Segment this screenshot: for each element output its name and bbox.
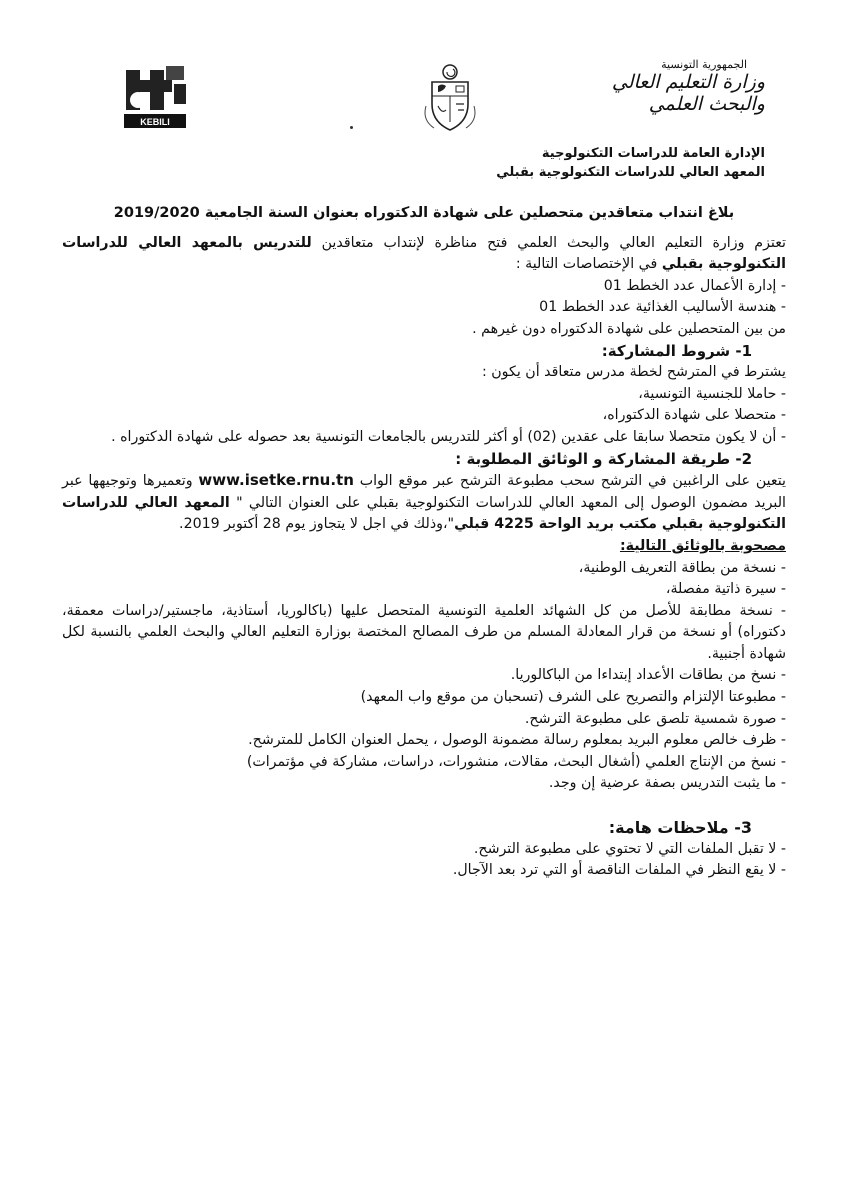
department-heading [496, 144, 765, 182]
document-item: - سيرة ذاتية مفصلة، [665, 581, 786, 598]
postal-address: المعهد العالي للدراسات التكنولوجية بقبلي مكتب بريد الواحة 4225 قبلي [62, 494, 786, 533]
ministry-heading [612, 58, 765, 115]
intro-text-2: في الإختصاصات التالية : [515, 256, 662, 273]
specialty-item: - هندسة الأساليب الغذائية عدد الخطط 01 [539, 299, 786, 316]
intro-institute: للتدريس بالمعهد العالي للدراسات التكنولوجية بقبلي [62, 234, 786, 273]
section-3-heading: 3- ملاحظات هامة: [608, 818, 752, 838]
dept-line-2: المعهد العالي للدراسات التكنولوجية بقبلي [496, 165, 765, 180]
document-item: - نسخ من الإنتاج العلمي (أشغال البحث، مقالات، منشورات، دراسات، مشاركة في مؤتمرات) [246, 753, 786, 770]
application-text-3: "،وذلك في اجل لا يتجاوز يوم 28 أكتوبر 2019. [179, 516, 455, 533]
intro-paragraph [62, 233, 786, 276]
announcement-title: بلاغ انتداب متعاقدين متحصلين على شهادة الدكتوراه بعنوان السنة الجامعية 2019/2020 [113, 205, 735, 221]
document-item: - صورة شمسية تلصق على مطبوعة الترشح. [524, 710, 786, 727]
website-link[interactable]: www.isetke.rnu.tn [198, 471, 354, 490]
ministry-line-1: وزارة التعليم العالي [611, 71, 765, 93]
section-1-heading: 1- شروط المشاركة: [601, 341, 752, 360]
application-text-1: يتعين على الراغبين في الترشح سحب مطبوعة الترشح عبر موقع الواب [353, 473, 787, 490]
section-1-lead: يشترط في المترشح لخطة مدرس متعاقد أن يكون : [481, 364, 786, 381]
document-item: - نسخة من بطاقة التعريف الوطنية، [578, 559, 786, 576]
section-2-heading: 2- طريقة المشاركة و الوثائق المطلوبة : [455, 449, 752, 468]
scan-dot [350, 126, 353, 129]
institute-logo [118, 60, 192, 132]
note-item: - لا يقع النظر في الملفات الناقصة أو التي ترد بعد الآجال. [452, 862, 786, 879]
document-item: - مطبوعتا الإلتزام والتصريح على الشرف (تسحبان من موقع واب المعهد) [360, 689, 786, 706]
republic-label: الجمهورية التونسية [661, 58, 747, 71]
specialty-item: - إدارة الأعمال عدد الخطط 01 [603, 277, 786, 294]
condition-item: - أن لا يكون متحصلا سابقا على عقدين (02) أو أكثر للتدريس بالجامعات التونسية بعد حصوله على شهادة الدكتوراه . [111, 428, 786, 445]
condition-item: - متحصلا على شهادة الدكتوراه، [602, 407, 786, 424]
logo-caption: KEBILI [140, 117, 170, 127]
coat-of-arms-emblem [418, 62, 482, 134]
condition-item: - حاملا للجنسية التونسية، [638, 385, 786, 402]
documents-heading: مصحوبة بالوثائق التالية: [619, 537, 786, 554]
document-item: - ظرف خالص معلوم البريد بمعلوم رسالة مضمونة الوصول ، يحمل العنوان الكامل للمترشح. [248, 732, 786, 749]
application-paragraph [62, 470, 786, 536]
note-item: - لا تقبل الملفات التي لا تحتوي على مطبوعة الترشح. [473, 840, 786, 857]
intro-text-1: تعتزم وزارة التعليم العالي والبحث العلمي فتح مناظرة لإنتداب متعاقدين [311, 234, 786, 251]
intro-closing: من بين المتحصلين على شهادة الدكتوراه دون غيرهم . [472, 320, 786, 337]
ministry-line-2: والبحث العلمي [648, 93, 765, 115]
announcement-body [62, 203, 786, 882]
application-text-2: وتعميرها وتوجيهها عبر البريد مضمون الوصول إلى المعهد العالي للدراسات التكنولوجية بقبلي على العنوان التالي " [62, 473, 786, 511]
document-item: - نسخة مطابقة للأصل من كل الشهائد العلمية التونسية المتحصل عليها (باكالوريا، أستاذية، ماجستير/دراسات معمقة، دكتوراه) أو نسخة من قرار المعادلة المسلم من طرف المصالح المختصة بوزارة التعليم العالي والبحث العلمي بالنسبة لكل شهادة أجنبية. [62, 602, 786, 662]
document-item: - ما يثبت التدريس بصفة عرضية إن وجد. [548, 775, 786, 792]
dept-line-1: الإدارة العامة للدراسات التكنولوجية [541, 146, 765, 161]
document-item: - نسخ من بطاقات الأعداد إبتداءا من الباكالوريا. [510, 667, 786, 684]
